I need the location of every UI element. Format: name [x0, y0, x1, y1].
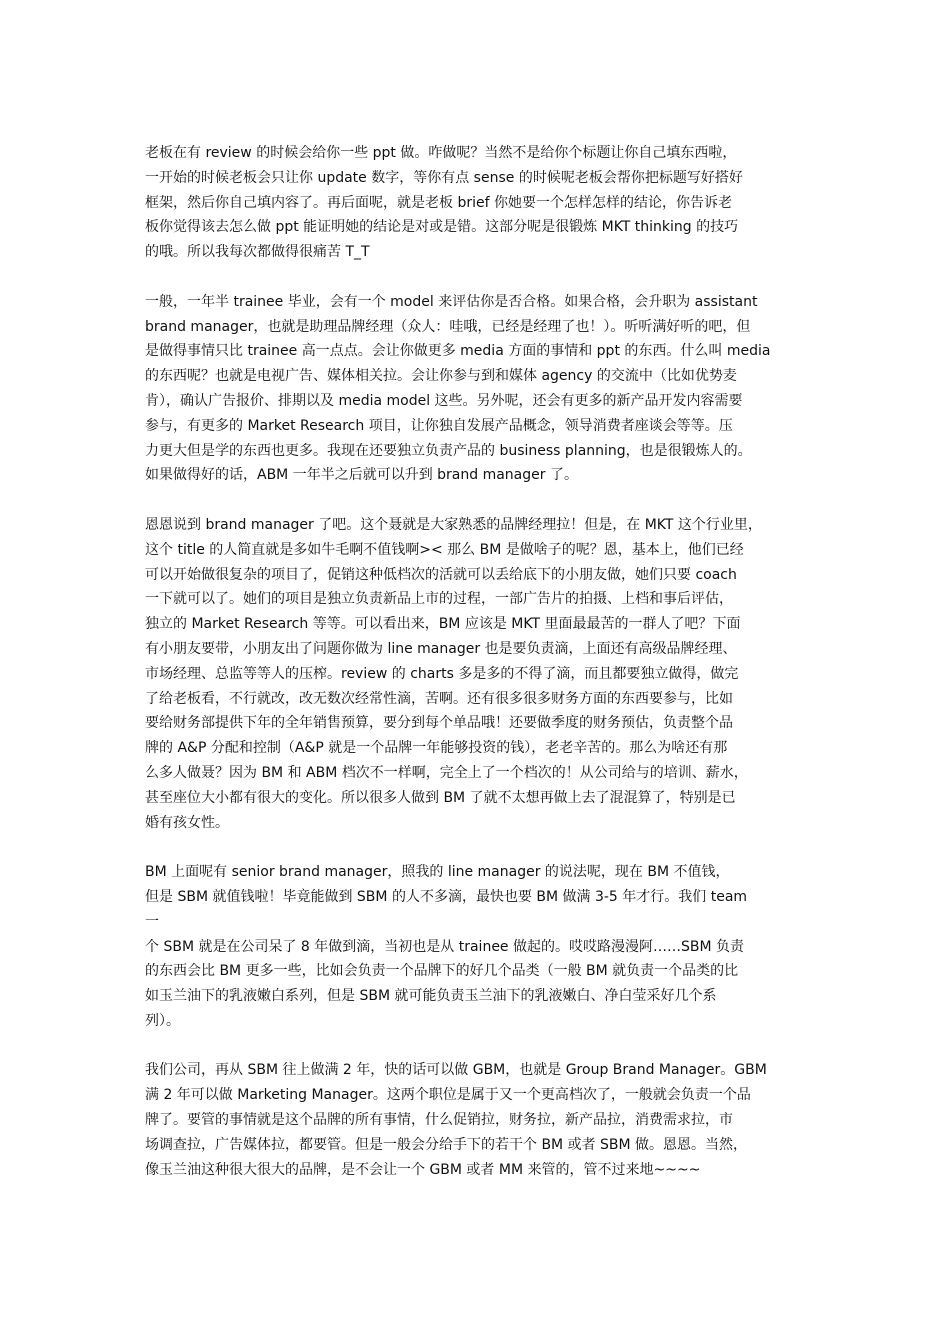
text-line: 如玉兰油下的乳液嫩白系列，但是 SBM 就可能负责玉兰油下的乳液嫩白、净白莹采好几个系: [145, 988, 717, 1005]
paragraph-group-brand-manager: [145, 1058, 808, 1182]
text-line: 像玉兰油这种很大很大的品牌，是不会让一个 GBM 或者 MM 来管的，管不过来地~~~~: [145, 1161, 701, 1178]
text-line: 么多人做聂？因为 BM 和 ABM 档次不一样啊，完全上了一个档次的！从公司给与的培训、薪水，: [145, 764, 748, 781]
text-line: 市场经理、总监等等人的压榨。review 的 charts 多是多的不得了滴，而且都要独立做得，做完: [145, 665, 739, 682]
paragraph-brand-manager: [145, 513, 808, 835]
text-line: 的哦。所以我每次都做得很痛苦 T_T: [145, 244, 370, 261]
text-line: 是做得事情只比 trainee 高一点点。会让你做更多 media 方面的事情和 ppt 的东西。什么叫 media: [145, 343, 771, 360]
paragraph-review-ppt: [145, 141, 808, 265]
text-line: 独立的 Market Research 等等。可以看出来，BM 应该是 MKT 里面最最苦的一群人了吧？下面: [145, 616, 741, 633]
text-line: 如果做得好的话，ABM 一年半之后就可以升到 brand manager 了。: [145, 467, 578, 484]
text-line: 老板在有 review 的时候会给你一些 ppt 做。咋做呢？当然不是给你个标题让你自己填东西啦，: [145, 145, 737, 161]
text-line: 有小朋友要带，小朋友出了问题你做为 line manager 也是要负责滴，上面还有高级品牌经理、: [145, 640, 737, 657]
text-line: 这个 title 的人简直就是多如牛毛啊不值钱啊>< 那么 BM 是做啥子的呢？恩，基本上，他们已经: [145, 541, 744, 558]
text-line: 一开始的时候老板会只让你 update 数字，等你有点 sense 的时候呢老板会帮你把标题写好搭好: [145, 169, 743, 186]
document-body: [145, 141, 808, 1207]
text-line: 了给老板看，不行就改，改无数次经常性滴，苦啊。还有很多很多财务方面的东西要参与，比如: [145, 690, 733, 707]
text-line: 板你觉得该去怎么做 ppt 能证明她的结论是对或是错。这部分呢是很锻炼 MKT thinking 的技巧: [145, 219, 739, 236]
text-line: brand manager，也就是助理品牌经理（众人：哇哦，已经是经理了也！）。听听满好听的吧，但: [145, 318, 751, 335]
text-line: 肯），确认广告报价、排期以及 media model 这些。另外呢，还会有更多的新产品开发内容需要: [145, 392, 743, 409]
text-line: 牌了。要管的事情就是这个品牌的所有事情，什么促销拉，财务拉，新产品拉，消费需求拉，市: [145, 1112, 733, 1129]
text-line: 婚有孩女性。: [145, 814, 229, 831]
text-line: 要给财务部提供下年的全年销售预算，要分到每个单品哦！还要做季度的财务预估，负责整个品: [145, 715, 733, 732]
text-line: 但是 SBM 就值钱啦！毕竟能做到 SBM 的人不多滴，最快也要 BM 做满 3-5 年才行。我们 team: [145, 888, 748, 905]
text-line: 框架，然后你自己填内容了。再后面呢，就是老板 brief 你她要一个怎样怎样的结论，你告诉老: [145, 194, 732, 211]
paragraph-assistant-brand-manager: [145, 290, 808, 488]
text-line: 参与，有更多的 Market Research 项目，让你独自发展产品概念，领导消费者座谈会等等。压: [145, 417, 733, 434]
text-line: 恩恩说到 brand manager 了吧。这个聂就是大家熟悉的品牌经理拉！但是，在 MKT 这个行业里，: [145, 516, 762, 533]
text-line: 列）。: [145, 1012, 180, 1029]
paragraph-senior-brand-manager: [145, 860, 808, 1034]
text-line: 一下就可以了。她们的项目是独立负责新品上市的过程，一部广告片的拍摄、上档和事后评估，: [145, 591, 733, 608]
text-line: 力更大但是学的东西也更多。我现在还要独立负责产品的 business planning，也是很锻炼人的。: [145, 442, 752, 459]
text-line: 的东西呢？也就是电视广告、媒体相关拉。会让你参与到和媒体 agency 的交流中（比如优势麦: [145, 368, 737, 385]
text-line: 可以开始做很复杂的项目了，促销这种低档次的活就可以丢给底下的小朋友做，她们只要 coach: [145, 566, 737, 583]
text-line: 一般，一年半 trainee 毕业，会有一个 model 来评估你是否合格。如果合格，会升职为 assistant: [145, 293, 758, 310]
text-line: BM 上面呢有 senior brand manager，照我的 line manager 的说法呢，现在 BM 不值钱，: [145, 864, 730, 881]
text-line: 牌的 A&P 分配和控制（A&P 就是一个品牌一年能够投资的钱），老老辛苦的。那么为啥还有那: [145, 740, 728, 757]
text-line: 一: [145, 913, 159, 930]
text-line: 个 SBM 就是在公司呆了 8 年做到滴，当初也是从 trainee 做起的。哎哎路漫漫阿……SBM 负责: [145, 938, 745, 955]
text-line: 的东西会比 BM 更多一些，比如会负责一个品牌下的好几个品类（一般 BM 就负责一个品类的比: [145, 963, 739, 980]
text-line: 甚至座位大小都有很大的变化。所以很多人做到 BM 了就不太想再做上去了混混算了，特别是已: [145, 789, 736, 806]
text-line: 满 2 年可以做 Marketing Manager。这两个职位是属于又一个更高档次了，一般就会负责一个品: [145, 1087, 751, 1104]
text-line: 我们公司，再从 SBM 往上做满 2 年，快的话可以做 GBM，也就是 Group Brand Manager。GBM: [145, 1062, 767, 1079]
text-line: 场调查拉，广告媒体拉，都要管。但是一般会分给手下的若干个 BM 或者 SBM 做。恩恩。当然，: [145, 1136, 748, 1153]
